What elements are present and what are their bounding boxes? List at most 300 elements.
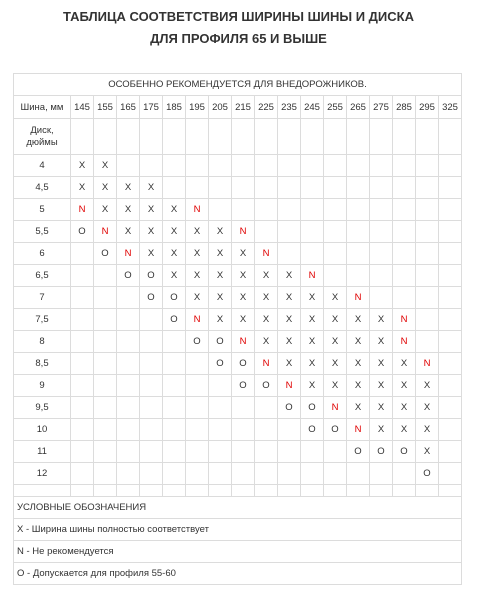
empty-cell <box>163 177 186 199</box>
compat-mark-o: O <box>186 331 209 353</box>
compat-mark-n: N <box>324 397 347 419</box>
compat-mark-x: X <box>347 309 370 331</box>
tire-width-header-cell: 265 <box>347 96 370 119</box>
empty-cell <box>255 419 278 441</box>
compat-mark-x: X <box>209 221 232 243</box>
compat-mark-n: N <box>186 199 209 221</box>
empty-cell <box>94 463 117 485</box>
compat-mark-n: N <box>94 221 117 243</box>
compat-mark-n: N <box>186 309 209 331</box>
empty-cell <box>140 419 163 441</box>
empty-cell <box>255 177 278 199</box>
empty-cell <box>71 375 94 397</box>
empty-cell <box>416 485 439 497</box>
tire-width-header-cell: 215 <box>232 96 255 119</box>
compat-mark-x: X <box>186 243 209 265</box>
empty-cell <box>255 221 278 243</box>
title-line-2: ДЛЯ ПРОФИЛЯ 65 И ВЫШЕ <box>150 31 327 46</box>
empty-cell <box>347 119 370 155</box>
empty-cell <box>94 287 117 309</box>
empty-cell <box>71 441 94 463</box>
empty-cell <box>186 155 209 177</box>
compat-mark-x: X <box>255 265 278 287</box>
compat-mark-o: O <box>163 287 186 309</box>
empty-cell <box>117 397 140 419</box>
compat-mark-n: N <box>301 265 324 287</box>
tire-width-header-cell: 245 <box>301 96 324 119</box>
empty-cell <box>163 397 186 419</box>
tire-header-label: Шина, мм <box>14 96 71 119</box>
compat-mark-o: O <box>117 265 140 287</box>
empty-cell <box>163 485 186 497</box>
empty-cell <box>278 221 301 243</box>
empty-cell <box>117 353 140 375</box>
empty-cell <box>393 243 416 265</box>
empty-cell <box>140 485 163 497</box>
disk-row <box>14 309 462 331</box>
empty-cell <box>94 375 117 397</box>
compat-mark-x: X <box>370 309 393 331</box>
compat-mark-o: O <box>163 309 186 331</box>
compat-mark-x: X <box>140 199 163 221</box>
compat-mark-o: O <box>370 441 393 463</box>
disk-row <box>14 265 462 287</box>
empty-cell <box>370 177 393 199</box>
compat-mark-x: X <box>416 441 439 463</box>
compat-mark-x: X <box>324 309 347 331</box>
empty-cell <box>278 243 301 265</box>
empty-cell <box>94 485 117 497</box>
empty-cell <box>71 397 94 419</box>
empty-cell <box>439 155 462 177</box>
compat-mark-x: X <box>186 221 209 243</box>
disk-size-label: 10 <box>14 419 71 441</box>
empty-cell <box>186 177 209 199</box>
disk-size-label: 5,5 <box>14 221 71 243</box>
compat-mark-o: O <box>301 397 324 419</box>
compat-mark-x: X <box>186 287 209 309</box>
empty-cell <box>94 441 117 463</box>
empty-cell <box>324 155 347 177</box>
empty-cell <box>232 199 255 221</box>
empty-cell <box>370 243 393 265</box>
compat-mark-x: X <box>370 375 393 397</box>
compat-mark-x: X <box>416 397 439 419</box>
compat-mark-x: X <box>140 243 163 265</box>
empty-cell <box>301 199 324 221</box>
empty-cell <box>117 463 140 485</box>
compat-mark-n: N <box>393 309 416 331</box>
tire-width-header-cell: 295 <box>416 96 439 119</box>
compat-mark-o: O <box>209 353 232 375</box>
disk-size-label: 8 <box>14 331 71 353</box>
empty-cell <box>163 463 186 485</box>
tire-width-header-cell: 165 <box>117 96 140 119</box>
empty-cell <box>140 375 163 397</box>
empty-cell <box>209 119 232 155</box>
empty-cell <box>347 485 370 497</box>
compat-mark-x: X <box>94 177 117 199</box>
empty-cell <box>370 287 393 309</box>
page-title <box>0 0 477 56</box>
empty-cell <box>94 419 117 441</box>
empty-cell <box>301 485 324 497</box>
empty-cell <box>255 199 278 221</box>
empty-cell <box>209 155 232 177</box>
compat-mark-x: X <box>71 177 94 199</box>
disk-row <box>14 353 462 375</box>
empty-cell <box>140 331 163 353</box>
compat-mark-x: X <box>94 199 117 221</box>
empty-cell <box>370 463 393 485</box>
compat-mark-x: X <box>255 287 278 309</box>
empty-cell <box>393 265 416 287</box>
empty-cell <box>186 353 209 375</box>
compat-mark-o: O <box>71 221 94 243</box>
compat-mark-x: X <box>324 375 347 397</box>
empty-cell <box>439 419 462 441</box>
disk-row <box>14 419 462 441</box>
title-line-1: ТАБЛИЦА СООТВЕТСТВИЯ ШИРИНЫ ШИНЫ И ДИСКА <box>63 9 414 24</box>
compat-mark-x: X <box>255 331 278 353</box>
compat-mark-x: X <box>278 287 301 309</box>
empty-cell <box>370 265 393 287</box>
tire-width-header-cell: 175 <box>140 96 163 119</box>
tire-width-header-cell: 195 <box>186 96 209 119</box>
compat-mark-x: X <box>347 353 370 375</box>
compat-mark-o: O <box>393 441 416 463</box>
empty-cell <box>232 177 255 199</box>
empty-cell <box>117 485 140 497</box>
compat-mark-x: X <box>186 265 209 287</box>
tire-width-header-cell: 205 <box>209 96 232 119</box>
compat-mark-x: X <box>416 375 439 397</box>
tire-width-header-cell: 145 <box>71 96 94 119</box>
empty-cell <box>140 463 163 485</box>
empty-cell <box>439 177 462 199</box>
compat-mark-x: X <box>278 309 301 331</box>
compat-mark-x: X <box>416 419 439 441</box>
empty-cell <box>439 287 462 309</box>
compat-mark-n: N <box>278 375 301 397</box>
disk-size-label: 9,5 <box>14 397 71 419</box>
compat-mark-x: X <box>393 353 416 375</box>
empty-cell <box>393 221 416 243</box>
compat-mark-o: O <box>301 419 324 441</box>
empty-cell <box>301 463 324 485</box>
empty-cell <box>301 441 324 463</box>
empty-cell <box>301 119 324 155</box>
empty-cell <box>416 177 439 199</box>
compat-mark-x: X <box>324 353 347 375</box>
empty-cell <box>416 265 439 287</box>
legend-x: X - Ширина шины полностью соответствует <box>14 519 462 541</box>
legend-x-row <box>14 519 462 541</box>
empty-cell <box>232 119 255 155</box>
compat-mark-n: N <box>232 331 255 353</box>
compat-mark-n: N <box>347 419 370 441</box>
empty-cell <box>416 309 439 331</box>
empty-cell <box>117 309 140 331</box>
empty-cell <box>370 199 393 221</box>
notice-row <box>14 74 462 96</box>
empty-cell <box>14 485 71 497</box>
empty-cell <box>232 419 255 441</box>
empty-cell <box>301 177 324 199</box>
compat-mark-x: X <box>324 287 347 309</box>
compat-mark-x: X <box>140 177 163 199</box>
compat-mark-x: X <box>232 243 255 265</box>
empty-cell <box>393 485 416 497</box>
empty-cell <box>209 419 232 441</box>
compat-mark-o: O <box>255 375 278 397</box>
empty-cell <box>393 177 416 199</box>
empty-cell <box>163 441 186 463</box>
disk-header-label: Диск, дюймы <box>14 119 71 155</box>
compat-mark-x: X <box>301 309 324 331</box>
compat-mark-o: O <box>232 353 255 375</box>
empty-cell <box>278 199 301 221</box>
disk-row <box>14 199 462 221</box>
empty-cell <box>71 463 94 485</box>
empty-cell <box>439 485 462 497</box>
compat-mark-x: X <box>347 397 370 419</box>
empty-cell <box>209 441 232 463</box>
empty-cell <box>416 199 439 221</box>
empty-cell <box>71 419 94 441</box>
compat-mark-x: X <box>370 353 393 375</box>
empty-cell <box>71 265 94 287</box>
empty-cell <box>439 265 462 287</box>
compat-mark-x: X <box>301 353 324 375</box>
empty-cell <box>140 353 163 375</box>
empty-cell <box>71 331 94 353</box>
empty-cell <box>117 331 140 353</box>
compat-mark-x: X <box>370 397 393 419</box>
empty-cell <box>209 485 232 497</box>
empty-cell <box>416 243 439 265</box>
empty-cell <box>393 199 416 221</box>
compat-mark-n: N <box>347 287 370 309</box>
compat-mark-x: X <box>209 309 232 331</box>
empty-cell <box>140 441 163 463</box>
disk-size-label: 4,5 <box>14 177 71 199</box>
compat-mark-o: O <box>140 287 163 309</box>
empty-cell <box>255 155 278 177</box>
disk-size-label: 6,5 <box>14 265 71 287</box>
compat-mark-x: X <box>393 419 416 441</box>
compat-mark-x: X <box>209 243 232 265</box>
disk-size-label: 7,5 <box>14 309 71 331</box>
compat-mark-x: X <box>117 177 140 199</box>
disk-header-row <box>14 119 462 155</box>
empty-cell <box>232 485 255 497</box>
empty-cell <box>439 243 462 265</box>
empty-cell <box>439 463 462 485</box>
empty-cell <box>439 119 462 155</box>
disk-row <box>14 243 462 265</box>
compat-mark-o: O <box>278 397 301 419</box>
compat-mark-x: X <box>140 221 163 243</box>
empty-cell <box>416 331 439 353</box>
compat-mark-x: X <box>393 397 416 419</box>
empty-cell <box>370 155 393 177</box>
empty-cell <box>324 243 347 265</box>
empty-cell <box>416 155 439 177</box>
empty-cell <box>347 221 370 243</box>
compat-mark-x: X <box>232 309 255 331</box>
compat-mark-x: X <box>370 331 393 353</box>
empty-cell <box>301 243 324 265</box>
disk-row <box>14 331 462 353</box>
empty-cell <box>163 119 186 155</box>
compat-mark-x: X <box>370 419 393 441</box>
compat-mark-o: O <box>94 243 117 265</box>
empty-cell <box>71 485 94 497</box>
empty-cell <box>324 265 347 287</box>
empty-cell <box>117 441 140 463</box>
empty-cell <box>347 265 370 287</box>
empty-cell <box>278 177 301 199</box>
empty-cell <box>278 419 301 441</box>
disk-row <box>14 463 462 485</box>
compat-mark-x: X <box>324 331 347 353</box>
empty-cell <box>255 441 278 463</box>
empty-cell <box>209 199 232 221</box>
empty-cell <box>324 441 347 463</box>
empty-cell <box>163 419 186 441</box>
empty-cell <box>439 375 462 397</box>
empty-cell <box>71 287 94 309</box>
tire-width-header-cell: 155 <box>94 96 117 119</box>
empty-cell <box>278 485 301 497</box>
empty-cell <box>209 375 232 397</box>
empty-cell <box>163 375 186 397</box>
empty-cell <box>163 331 186 353</box>
empty-cell <box>370 221 393 243</box>
compat-mark-o: O <box>140 265 163 287</box>
empty-cell <box>140 309 163 331</box>
compat-mark-x: X <box>163 243 186 265</box>
empty-cell <box>186 463 209 485</box>
disk-size-label: 7 <box>14 287 71 309</box>
disk-size-label: 8,5 <box>14 353 71 375</box>
empty-cell <box>140 397 163 419</box>
compat-mark-x: X <box>255 309 278 331</box>
disk-row <box>14 287 462 309</box>
empty-cell <box>186 397 209 419</box>
legend-n-row <box>14 541 462 563</box>
empty-cell <box>71 119 94 155</box>
tire-width-header-row <box>14 96 462 119</box>
empty-cell <box>301 155 324 177</box>
disk-size-label: 4 <box>14 155 71 177</box>
empty-cell <box>324 221 347 243</box>
compat-mark-x: X <box>94 155 117 177</box>
empty-cell <box>94 265 117 287</box>
notice-text: ОСОБЕННО РЕКОМЕНДУЕТСЯ ДЛЯ ВНЕДОРОЖНИКОВ. <box>14 74 462 96</box>
empty-cell <box>232 463 255 485</box>
tire-width-header-cell: 185 <box>163 96 186 119</box>
legend-heading-row <box>14 497 462 519</box>
compat-mark-o: O <box>209 331 232 353</box>
empty-cell <box>324 463 347 485</box>
compat-mark-n: N <box>255 243 278 265</box>
empty-cell <box>186 485 209 497</box>
empty-cell <box>186 119 209 155</box>
disk-size-label: 9 <box>14 375 71 397</box>
empty-cell <box>255 119 278 155</box>
empty-cell <box>393 463 416 485</box>
compat-mark-x: X <box>117 199 140 221</box>
disk-row <box>14 441 462 463</box>
compat-mark-o: O <box>324 419 347 441</box>
disk-size-label: 6 <box>14 243 71 265</box>
compat-mark-x: X <box>209 265 232 287</box>
tire-width-header-cell: 225 <box>255 96 278 119</box>
empty-cell <box>324 119 347 155</box>
disk-row <box>14 221 462 243</box>
empty-cell <box>232 155 255 177</box>
empty-cell <box>71 353 94 375</box>
empty-cell <box>347 199 370 221</box>
compat-mark-x: X <box>278 265 301 287</box>
empty-cell <box>278 441 301 463</box>
compat-mark-x: X <box>117 221 140 243</box>
compat-mark-n: N <box>416 353 439 375</box>
empty-cell <box>94 119 117 155</box>
empty-cell <box>393 287 416 309</box>
empty-cell <box>439 309 462 331</box>
empty-cell <box>117 155 140 177</box>
empty-cell <box>439 199 462 221</box>
compat-mark-o: O <box>416 463 439 485</box>
compat-mark-x: X <box>163 265 186 287</box>
empty-cell <box>117 375 140 397</box>
tire-width-header-cell: 235 <box>278 96 301 119</box>
compat-mark-x: X <box>163 199 186 221</box>
empty-cell <box>439 331 462 353</box>
empty-cell <box>324 199 347 221</box>
empty-cell <box>255 397 278 419</box>
empty-cell <box>324 485 347 497</box>
compat-mark-n: N <box>117 243 140 265</box>
tire-width-header-cell: 255 <box>324 96 347 119</box>
disk-row <box>14 375 462 397</box>
disk-size-label: 12 <box>14 463 71 485</box>
legend-n: N - Не рекомендуется <box>14 541 462 563</box>
compat-mark-x: X <box>232 265 255 287</box>
empty-cell <box>186 441 209 463</box>
compat-mark-x: X <box>232 287 255 309</box>
disk-row <box>14 397 462 419</box>
tire-width-header-cell: 275 <box>370 96 393 119</box>
compat-mark-n: N <box>255 353 278 375</box>
empty-cell <box>94 309 117 331</box>
empty-cell <box>232 397 255 419</box>
empty-cell <box>94 331 117 353</box>
legend-o: O - Допускается для профиля 55-60 <box>14 563 462 585</box>
compat-mark-n: N <box>232 221 255 243</box>
empty-cell <box>416 287 439 309</box>
legend-heading: УСЛОВНЫЕ ОБОЗНАЧЕНИЯ <box>14 497 462 519</box>
compat-mark-n: N <box>393 331 416 353</box>
compat-mark-x: X <box>393 375 416 397</box>
compatibility-table <box>13 73 462 585</box>
empty-cell <box>186 375 209 397</box>
empty-cell <box>186 419 209 441</box>
disk-size-label: 5 <box>14 199 71 221</box>
